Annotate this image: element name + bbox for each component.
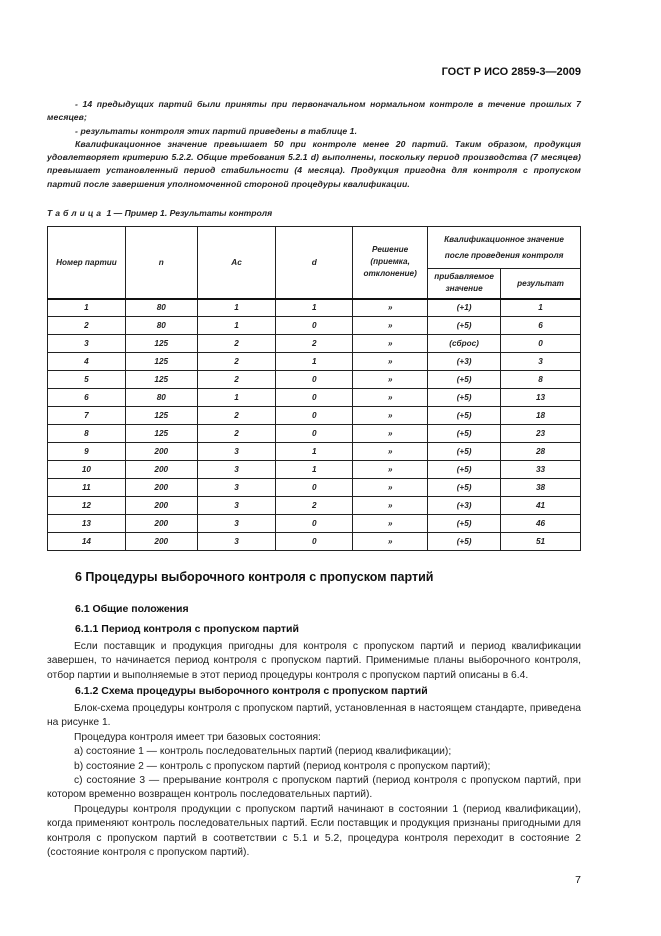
table-row — [48, 389, 581, 407]
header-added: прибавляемое значение — [428, 269, 501, 299]
cell-decision: » — [353, 461, 428, 479]
section-6-1-2-text — [47, 702, 581, 860]
document-header: ГОСТ Р ИСО 2859-3—2009 — [441, 66, 581, 78]
cell-decision: » — [353, 389, 428, 407]
header-d: d — [276, 227, 353, 299]
list-item: a) состояние 1 — контроль последовательных партий (период квалификации); — [74, 746, 452, 758]
cell-ac: 3 — [197, 515, 276, 533]
cell-ac: 3 — [197, 497, 276, 515]
cell-added: (+5) — [428, 515, 501, 533]
cell-n: 200 — [125, 479, 197, 497]
cell-added: (+5) — [428, 407, 501, 425]
cell-added: (+3) — [428, 497, 501, 515]
cell-n: 125 — [125, 335, 197, 353]
cell-ac: 3 — [197, 461, 276, 479]
cell-d: 0 — [276, 317, 353, 335]
cell-n: 200 — [125, 461, 197, 479]
cell-added: (+5) — [428, 479, 501, 497]
cell-n: 125 — [125, 353, 197, 371]
cell-lot: 6 — [48, 389, 126, 407]
table-caption — [47, 208, 272, 218]
cell-d: 1 — [276, 443, 353, 461]
results-table — [47, 226, 581, 551]
cell-ac: 2 — [197, 353, 276, 371]
header-decision: Решение (приемка, отклонение) — [353, 227, 428, 299]
section-6-1-heading: 6.1 Общие положения — [75, 603, 189, 615]
table-row — [48, 533, 581, 551]
cell-result: 38 — [501, 479, 581, 497]
cell-decision: » — [353, 335, 428, 353]
cell-lot: 13 — [48, 515, 126, 533]
cell-n: 80 — [125, 389, 197, 407]
cell-decision: » — [353, 371, 428, 389]
cell-lot: 3 — [48, 335, 126, 353]
cell-ac: 3 — [197, 533, 276, 551]
cell-added: (+5) — [428, 389, 501, 407]
table-row — [48, 407, 581, 425]
cell-n: 200 — [125, 533, 197, 551]
section-6-heading: 6 Процедуры выборочного контроля с пропуском партий — [75, 570, 434, 584]
cell-decision: » — [353, 425, 428, 443]
cell-result: 3 — [501, 353, 581, 371]
cell-n: 200 — [125, 443, 197, 461]
cell-lot: 2 — [48, 317, 126, 335]
cell-decision: » — [353, 317, 428, 335]
cell-d: 0 — [276, 389, 353, 407]
cell-d: 0 — [276, 425, 353, 443]
cell-result: 28 — [501, 443, 581, 461]
cell-d: 0 — [276, 515, 353, 533]
cell-n: 125 — [125, 425, 197, 443]
cell-added: (+3) — [428, 353, 501, 371]
cell-result: 1 — [501, 299, 581, 317]
paragraph: - 14 предыдущих партий были приняты при первоначальном нормальном контроле в течение прошлых 7 месяцев; — [47, 99, 581, 123]
cell-result: 18 — [501, 407, 581, 425]
caption-title: 1 — Пример 1. Результаты контроля — [104, 208, 273, 218]
cell-lot: 5 — [48, 371, 126, 389]
cell-added: (сброс) — [428, 335, 501, 353]
cell-result: 0 — [501, 335, 581, 353]
cell-decision: » — [353, 479, 428, 497]
paragraph: Квалификационное значение превышает 50 при контроле менее 20 партий. Таким образом, продукция удовлетворяет критерию 5.2.2. Общие требования 5.2.1 d) выполнены, поскольку период производства (7 месяцев) превышает установленный период стабильности (4 месяца). Продукция пригодна для контроля с пропуском партий после завершения уполномоченной стороной процедуры квалификации. — [47, 138, 581, 189]
cell-n: 125 — [125, 407, 197, 425]
cell-decision: » — [353, 299, 428, 317]
table-row — [48, 335, 581, 353]
list-item: c) состояние 3 — прерывание контроля с пропуском партий (период контроля с пропуском партий, при котором временно возвращен контроль последовательных партий). — [47, 775, 581, 801]
cell-added: (+5) — [428, 425, 501, 443]
cell-added: (+5) — [428, 317, 501, 335]
cell-ac: 1 — [197, 317, 276, 335]
table-row — [48, 425, 581, 443]
cell-added: (+1) — [428, 299, 501, 317]
table-row — [48, 497, 581, 515]
cell-d: 0 — [276, 407, 353, 425]
section-6-1-1-text — [47, 640, 581, 683]
cell-n: 80 — [125, 317, 197, 335]
cell-d: 0 — [276, 371, 353, 389]
section-6-1-2-heading: 6.1.2 Схема процедуры выборочного контроля с пропуском партий — [75, 685, 428, 697]
cell-ac: 3 — [197, 479, 276, 497]
table-row — [48, 299, 581, 317]
cell-result: 46 — [501, 515, 581, 533]
cell-decision: » — [353, 515, 428, 533]
header-result: результат — [501, 269, 581, 299]
cell-n: 80 — [125, 299, 197, 317]
paragraph: Блок-схема процедуры контроля с пропуском партий, установленная в настоящем стандарте, приведена на рисунке 1. — [47, 703, 581, 729]
paragraph: - результаты контроля этих партий приведены в таблице 1. — [75, 125, 358, 136]
header-ac: Ac — [197, 227, 276, 299]
cell-ac: 1 — [197, 389, 276, 407]
cell-d: 2 — [276, 335, 353, 353]
cell-added: (+5) — [428, 533, 501, 551]
cell-ac: 1 — [197, 299, 276, 317]
header-lot: Номер партии — [48, 227, 126, 299]
list-item: b) состояние 2 — контроль с пропуском партий (период контроля с пропуском партий); — [74, 760, 491, 772]
cell-lot: 9 — [48, 443, 126, 461]
cell-decision: » — [353, 407, 428, 425]
cell-d: 0 — [276, 533, 353, 551]
cell-n: 200 — [125, 515, 197, 533]
cell-added: (+5) — [428, 461, 501, 479]
cell-lot: 12 — [48, 497, 126, 515]
section-6-1-1-heading: 6.1.1 Период контроля с пропуском партий — [75, 623, 299, 635]
cell-d: 1 — [276, 299, 353, 317]
paragraph: Процедуры контроля продукции с пропуском партий начинают в состоянии 1 (период квалификации), когда применяют контроль последовательных партий. Если поставщик и продукция признаны пригодными для контроля с пропуском партий в соответствии с 5.1 и 5.2, процедура контроля переходит в состояние 2 (состояние контроля с пропуском партий). — [47, 803, 581, 859]
cell-d: 1 — [276, 461, 353, 479]
cell-d: 2 — [276, 497, 353, 515]
table-row — [48, 443, 581, 461]
cell-lot: 14 — [48, 533, 126, 551]
cell-n: 125 — [125, 371, 197, 389]
cell-decision: » — [353, 497, 428, 515]
table-row — [48, 353, 581, 371]
paragraph: Процедура контроля имеет три базовых состояния: — [74, 731, 321, 743]
table-row — [48, 461, 581, 479]
cell-d: 1 — [276, 353, 353, 371]
cell-decision: » — [353, 353, 428, 371]
cell-result: 6 — [501, 317, 581, 335]
page-number: 7 — [575, 874, 581, 886]
cell-lot: 8 — [48, 425, 126, 443]
cell-result: 51 — [501, 533, 581, 551]
table-row — [48, 515, 581, 533]
cell-added: (+5) — [428, 371, 501, 389]
cell-d: 0 — [276, 479, 353, 497]
cell-result: 13 — [501, 389, 581, 407]
cell-lot: 1 — [48, 299, 126, 317]
cell-ac: 2 — [197, 425, 276, 443]
cell-added: (+5) — [428, 443, 501, 461]
cell-result: 23 — [501, 425, 581, 443]
table-row — [48, 371, 581, 389]
cell-n: 200 — [125, 497, 197, 515]
paragraph: Если поставщик и продукция пригодны для контроля с пропуском партий и период квалификации завершен, то начинается период контроля с пропуском партий. Применимые планы выборочного контроля, отбор партии и выполняемые в этот период процедуры контроля с пропуском партий описаны в 6.4. — [47, 641, 581, 681]
table-row — [48, 479, 581, 497]
cell-result: 8 — [501, 371, 581, 389]
cell-decision: » — [353, 533, 428, 551]
cell-ac: 2 — [197, 371, 276, 389]
table-row — [48, 317, 581, 335]
cell-ac: 3 — [197, 443, 276, 461]
cell-lot: 7 — [48, 407, 126, 425]
caption-label: Таблица — [47, 208, 105, 218]
cell-ac: 2 — [197, 335, 276, 353]
cell-lot: 11 — [48, 479, 126, 497]
cell-ac: 2 — [197, 407, 276, 425]
cell-result: 41 — [501, 497, 581, 515]
header-n: n — [125, 227, 197, 299]
cell-result: 33 — [501, 461, 581, 479]
intro-text — [47, 98, 581, 191]
cell-decision: » — [353, 443, 428, 461]
cell-lot: 10 — [48, 461, 126, 479]
cell-lot: 4 — [48, 353, 126, 371]
header-qualification: Квалификационное значение после проведения контроля — [428, 227, 581, 269]
